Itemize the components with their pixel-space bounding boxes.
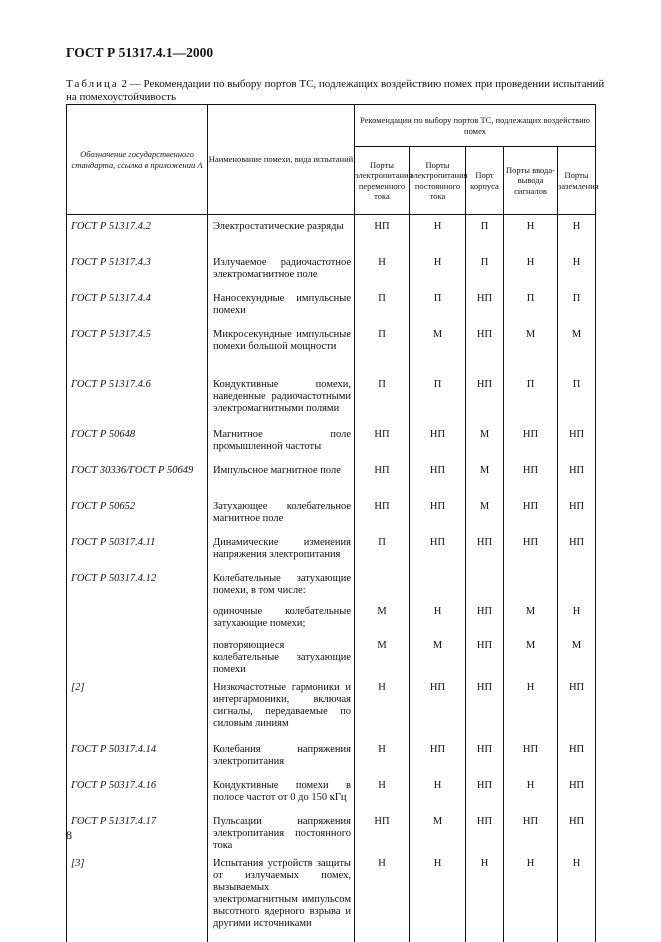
recommendation-cell: НП <box>466 676 504 738</box>
recommendation-cell: НП <box>466 323 504 373</box>
recommendation-cell: М <box>558 637 596 676</box>
recommendation-cell <box>355 567 410 603</box>
table-caption-text: 2 — Рекомендации по выбору портов ТС, подлежащих воздействию помех при проведении испытаний на помехоустойчивость <box>66 78 604 103</box>
recommendation-cell: НП <box>466 738 504 774</box>
disturbance-name-cell: Затухающее колебательное магнитное поле <box>208 495 355 531</box>
recommendation-cell: П <box>355 373 410 423</box>
recommendation-cell: НП <box>504 810 558 852</box>
column-header-port: Порты электропитания переменного тока <box>355 147 410 215</box>
disturbance-name-cell: Пульсации напряжения электропитания постоянного тока <box>208 810 355 852</box>
recommendation-cell: П <box>355 323 410 373</box>
recommendation-cell: НП <box>466 531 504 567</box>
disturbance-name-cell: Кондуктивные помехи, наведенные радиочастотными электромагнитными полями <box>208 373 355 423</box>
column-header-port: Порты заземления <box>558 147 596 215</box>
document-header: ГОСТ Р 51317.4.1—2000 <box>66 45 213 61</box>
recommendation-cell: Н <box>410 215 466 252</box>
disturbance-name-cell: Электростатические разряды <box>208 215 355 252</box>
disturbance-name-cell: Микросекундные импульсные помехи большой мощности <box>208 323 355 373</box>
recommendation-cell: НП <box>558 531 596 567</box>
table-row <box>67 810 596 852</box>
standard-cell: [2] <box>67 676 208 738</box>
recommendation-cell: Н <box>410 774 466 810</box>
recommendation-cell: Н <box>410 603 466 637</box>
table-row <box>67 603 596 637</box>
recommendation-cell: М <box>410 810 466 852</box>
recommendation-cell: Н <box>504 676 558 738</box>
column-header-port: Порты ввода-вывода сигналов <box>504 147 558 215</box>
recommendation-cell: НП <box>410 531 466 567</box>
table-row <box>67 251 596 287</box>
recommendation-cell: НП <box>466 637 504 676</box>
table-row <box>67 495 596 531</box>
recommendation-cell: НП <box>355 810 410 852</box>
recommendation-cell: Н <box>504 852 558 942</box>
standard-cell: ГОСТ Р 51317.4.3 <box>67 251 208 287</box>
recommendation-cell: Н <box>558 603 596 637</box>
recommendation-cell: М <box>466 495 504 531</box>
recommendation-cell: М <box>504 603 558 637</box>
recommendation-cell: НП <box>466 810 504 852</box>
disturbance-name-cell: Импульсное магнитное поле <box>208 459 355 495</box>
standard-cell: ГОСТ Р 50652 <box>67 495 208 531</box>
standard-cell: ГОСТ Р 51317.4.4 <box>67 287 208 323</box>
recommendation-cell: П <box>504 373 558 423</box>
disturbance-name-cell: Испытания устройств защиты от излучаемых помех, вызываемых электромагнитным импульсом высотного ядерного взрыва и другими источниками <box>208 852 355 942</box>
recommendation-cell: П <box>355 287 410 323</box>
standard-cell: [3] <box>67 852 208 942</box>
recommendation-cell: НП <box>504 423 558 459</box>
table-row <box>67 774 596 810</box>
standard-cell: ГОСТ Р 50648 <box>67 423 208 459</box>
standard-cell: ГОСТ Р 51317.4.5 <box>67 323 208 373</box>
table-row <box>67 323 596 373</box>
disturbance-name-cell: Колебания напряжения электропитания <box>208 738 355 774</box>
recommendation-cell: Н <box>504 774 558 810</box>
recommendation-cell: НП <box>558 459 596 495</box>
recommendations-table <box>66 104 596 942</box>
recommendation-cell: НП <box>504 738 558 774</box>
table-row <box>67 676 596 738</box>
recommendation-cell: НП <box>410 738 466 774</box>
disturbance-name-cell: Колебательные затухающие помехи, в том числе: <box>208 567 355 603</box>
recommendation-cell: Н <box>355 251 410 287</box>
disturbance-name-cell: Динамические изменения напряжения электропитания <box>208 531 355 567</box>
recommendation-cell: НП <box>558 774 596 810</box>
recommendation-cell: НП <box>466 603 504 637</box>
disturbance-name-cell: повторяющиеся колебательные затухающие помехи <box>208 637 355 676</box>
recommendation-cell: НП <box>355 495 410 531</box>
standard-cell: ГОСТ Р 51317.4.6 <box>67 373 208 423</box>
recommendation-cell: М <box>504 637 558 676</box>
recommendation-cell: М <box>410 323 466 373</box>
table-row <box>67 738 596 774</box>
recommendation-cell: П <box>558 373 596 423</box>
recommendation-cell: НП <box>466 774 504 810</box>
recommendation-cell: НП <box>558 423 596 459</box>
recommendation-cell: НП <box>558 810 596 852</box>
recommendation-cell: НП <box>410 676 466 738</box>
recommendation-cell: М <box>355 637 410 676</box>
table-body <box>67 215 596 942</box>
recommendation-cell: НП <box>558 676 596 738</box>
column-header-port: Порты электропитания постоянного тока <box>410 147 466 215</box>
column-header-port: Порт корпуса <box>466 147 504 215</box>
table-row <box>67 459 596 495</box>
recommendation-cell <box>558 567 596 603</box>
recommendation-cell: Н <box>504 215 558 252</box>
recommendation-cell: Н <box>504 251 558 287</box>
table-caption-label: Таблица <box>66 78 119 90</box>
recommendation-cell: М <box>410 637 466 676</box>
recommendation-cell: НП <box>355 423 410 459</box>
disturbance-name-cell: одиночные колебательные затухающие помехи; <box>208 603 355 637</box>
recommendation-cell: Н <box>355 738 410 774</box>
recommendation-cell: Н <box>558 251 596 287</box>
recommendation-cell <box>504 567 558 603</box>
recommendation-cell: НП <box>504 459 558 495</box>
disturbance-name-cell: Низкочастотные гармоники и интергармоники, включая сигналы, передаваемые по силовым линиям <box>208 676 355 738</box>
table-caption <box>66 78 606 103</box>
recommendation-cell: П <box>558 287 596 323</box>
group-header-ports: Рекомендации по выбору портов ТС, подлежащих воздействию помех <box>355 105 596 147</box>
table-row <box>67 423 596 459</box>
recommendation-cell: П <box>410 287 466 323</box>
recommendation-cell: М <box>466 459 504 495</box>
table-row <box>67 852 596 942</box>
recommendation-cell: НП <box>504 495 558 531</box>
recommendation-cell: Н <box>410 852 466 942</box>
standard-cell: ГОСТ 30336/ГОСТ Р 50649 <box>67 459 208 495</box>
recommendation-cell: Н <box>355 676 410 738</box>
recommendation-cell: П <box>466 251 504 287</box>
recommendation-cell: М <box>355 603 410 637</box>
table-row <box>67 215 596 252</box>
recommendation-cell: Н <box>355 774 410 810</box>
recommendation-cell: НП <box>410 423 466 459</box>
recommendation-cell: М <box>466 423 504 459</box>
recommendation-cell: НП <box>410 459 466 495</box>
recommendation-cell: П <box>504 287 558 323</box>
standard-cell: ГОСТ Р 51317.4.2 <box>67 215 208 252</box>
recommendation-cell: Н <box>466 852 504 942</box>
table-row <box>67 567 596 603</box>
recommendation-cell: М <box>504 323 558 373</box>
recommendation-cell: Н <box>355 852 410 942</box>
recommendation-cell: П <box>355 531 410 567</box>
table-row <box>67 531 596 567</box>
recommendation-cell: П <box>466 215 504 252</box>
table-row <box>67 287 596 323</box>
table-row <box>67 637 596 676</box>
disturbance-name-cell: Магнитное поле промышленной частоты <box>208 423 355 459</box>
standard-cell: ГОСТ Р 50317.4.11 <box>67 531 208 567</box>
standard-cell: ГОСТ Р 50317.4.14 <box>67 738 208 774</box>
standard-cell <box>67 603 208 637</box>
recommendation-cell <box>466 567 504 603</box>
recommendation-cell: НП <box>504 531 558 567</box>
page-number: 8 <box>66 828 72 843</box>
recommendation-cell <box>410 567 466 603</box>
recommendation-cell: НП <box>558 738 596 774</box>
standard-cell: ГОСТ Р 51317.4.17 <box>67 810 208 852</box>
disturbance-name-cell: Кондуктивные помехи в полосе частот от 0 до 150 кГц <box>208 774 355 810</box>
column-header-standard: Обозначение государственного стандарта, ссылка в приложении А <box>67 105 208 215</box>
table-row <box>67 373 596 423</box>
recommendation-cell: НП <box>355 459 410 495</box>
recommendation-cell: Н <box>558 852 596 942</box>
recommendation-cell: Н <box>558 215 596 252</box>
recommendation-cell: НП <box>410 495 466 531</box>
recommendation-cell: Н <box>410 251 466 287</box>
column-header-disturbance: Наименование помехи, вида испытаний <box>208 105 355 215</box>
standard-cell: ГОСТ Р 50317.4.16 <box>67 774 208 810</box>
recommendation-cell: М <box>558 323 596 373</box>
recommendation-cell: П <box>410 373 466 423</box>
recommendation-cell: НП <box>355 215 410 252</box>
recommendation-cell: НП <box>466 287 504 323</box>
standard-cell: ГОСТ Р 50317.4.12 <box>67 567 208 603</box>
disturbance-name-cell: Излучаемое радиочастотное электромагнитное поле <box>208 251 355 287</box>
recommendation-cell: НП <box>558 495 596 531</box>
recommendation-cell: НП <box>466 373 504 423</box>
disturbance-name-cell: Наносекундные импульсные помехи <box>208 287 355 323</box>
standard-cell <box>67 637 208 676</box>
